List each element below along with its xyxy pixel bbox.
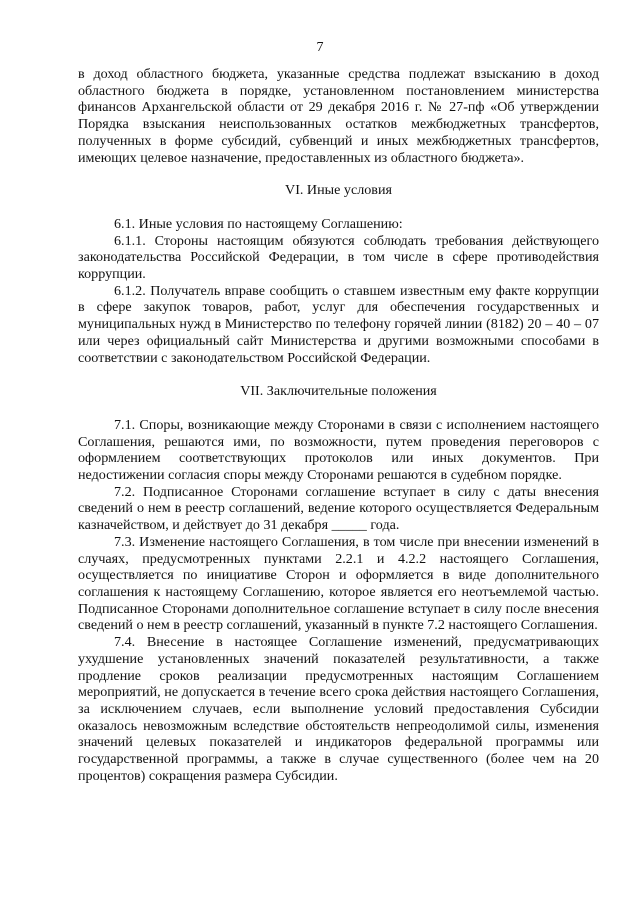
section-7-heading: VII. Заключительные положения [240,383,437,400]
clause-7-1: 7.1. Споры, возникающие между Сторонами в связи с исполнением настоящего Соглашения, решаются ими, по возможности, путем проведения переговоров с оформлением соответствующих протоколов или иных документов. При недостижении согласия споры между Сторонами решаются в судебном порядке. [78,416,599,484]
clause-6-1-1: 6.1.1. Стороны настоящим обязуются соблюдать требования действующего законодательства Российской Федерации, в том числе в сфере противодействия коррупции. [78,232,599,283]
document-body [78,66,599,784]
page-number: 7 [316,40,324,55]
clause-6-1-2: 6.1.2. Получатель вправе сообщить о ставшем известным ему факте коррупции в сфере закупок товаров, работ, услуг для обеспечения государственных и муниципальных нужд в Министерство по телефону горячей линии (8182) 20 – 40 – 07 или через официальный сайт Министерства и другими возможными способами в соответствии с законодательством Российской Федерации. [78,282,599,366]
intro-paragraph: в доход областного бюджета, указанные средства подлежат взысканию в доход областного бюджета в порядке, установленном постановлением министерства финансов Архангельской области от 29 декабря 2016 г. № 27-пф «Об утверждении Порядка взыскания неиспользованных остатков межбюджетных трансфертов, полученных в форме субсидий, субвенций и иных межбюджетных трансфертов, имеющих целевое назначение, предоставленных из областного бюджета». [78,66,599,166]
section-6-heading: VI. Иные условия [285,182,392,199]
clause-7-3: 7.3. Изменение настоящего Соглашения, в том числе при внесении изменений в случаях, предусмотренных пунктами 2.2.1 и 4.2.2 настоящего Соглашения, осуществляется по инициативе Сторон и оформляется в виде дополнительного соглашения к настоящему Соглашению, которое является его неотъемлемой частью. Подписанное Сторонами дополнительное соглашение вступает в силу после внесения сведений о нем в реестр соглашений, указанный в пункте 7.2 настоящего Соглашения. [78,533,599,634]
clause-6-1: 6.1. Иные условия по настоящему Соглашению: [114,215,403,232]
clause-7-4: 7.4. Внесение в настоящее Соглашение изменений, предусматривающих ухудшение установленных значений показателей результативности, а также продление сроков реализации предусмотренных настоящим Соглашением мероприятий, не допускается в течение всего срока действия настоящего Соглашения, за исключением случаев, если выполнение условий предоставления Субсидии оказалось невозможным вследствие обстоятельств непреодолимой силы, изменения значений целевых показателей и индикаторов федеральной программы или государственной программы, а также в случае существенного (более чем на 20 процентов) сокращения размера Субсидии. [78,634,599,784]
clause-7-2: 7.2. Подписанное Сторонами соглашение вступает в силу с даты внесения сведений о нем в реестр соглашений, ведение которого осуществляется Федеральным казначейством, и действует до 31 декабря _____ года. [78,483,599,534]
